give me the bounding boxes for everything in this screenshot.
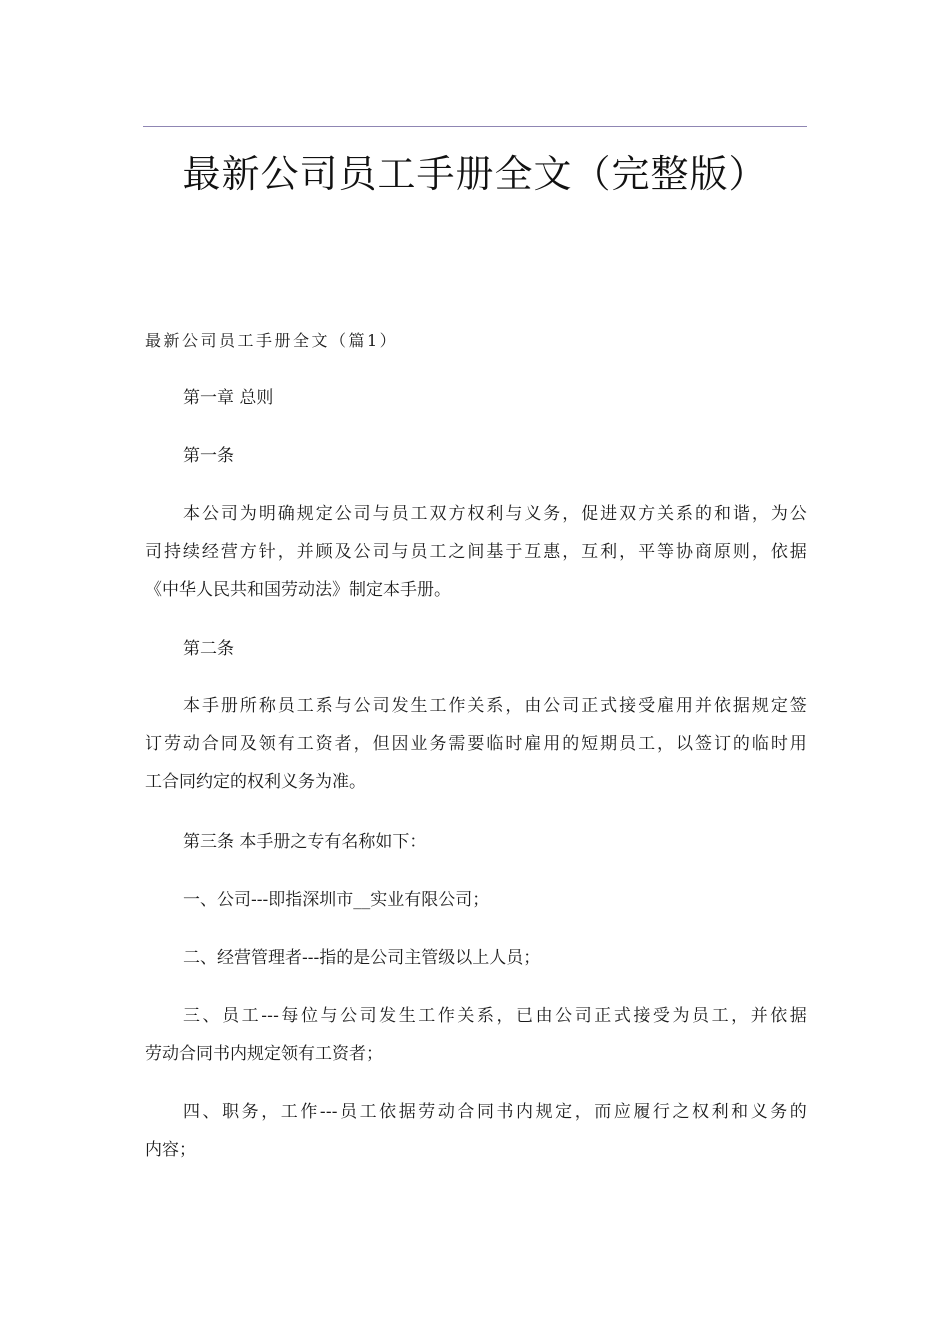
article-1-line: 司持续经营方针，并顾及公司与员工之间基于互惠，互利，平等协商原则，依据: [145, 542, 807, 562]
article-3-heading: 第三条 本手册之专有名称如下：: [183, 832, 427, 852]
document-title: 最新公司员工手册全文（完整版）: [182, 152, 768, 196]
article-2-line: 本手册所称员工系与公司发生工作关系，由公司正式接受雇用并依据规定签: [183, 696, 807, 716]
definition-item: 一、公司---即指深圳市__实业有限公司；: [183, 890, 490, 910]
article-1-line: 《中华人民共和国劳动法》制定本手册。: [145, 580, 451, 600]
definition-item: 二、经营管理者---指的是公司主管级以上人员；: [183, 948, 541, 968]
definition-item: 三、员工---每位与公司发生工作关系，已由公司正式接受为员工，并依据: [183, 1006, 807, 1026]
definition-item: 四、职务，工作---员工依据劳动合同书内规定，而应履行之权利和义务的: [183, 1102, 807, 1122]
article-1-heading: 第一条: [183, 446, 234, 466]
article-2-line: 工合同约定的权利义务为准。: [145, 772, 366, 792]
article-2-heading: 第二条: [183, 639, 234, 659]
article-1-line: 本公司为明确规定公司与员工双方权利与义务，促进双方关系的和谐，为公: [183, 504, 807, 524]
section-heading: 最新公司员工手册全文（篇1）: [145, 331, 399, 350]
article-2-line: 订劳动合同及领有工资者，但因业务需要临时雇用的短期员工，以签订的临时用: [145, 734, 807, 754]
definition-item-continued: 劳动合同书内规定领有工资者；: [145, 1044, 383, 1064]
chapter-heading: 第一章 总则: [183, 388, 274, 408]
definition-item-continued: 内容；: [145, 1140, 196, 1160]
header-rule: [143, 126, 807, 127]
